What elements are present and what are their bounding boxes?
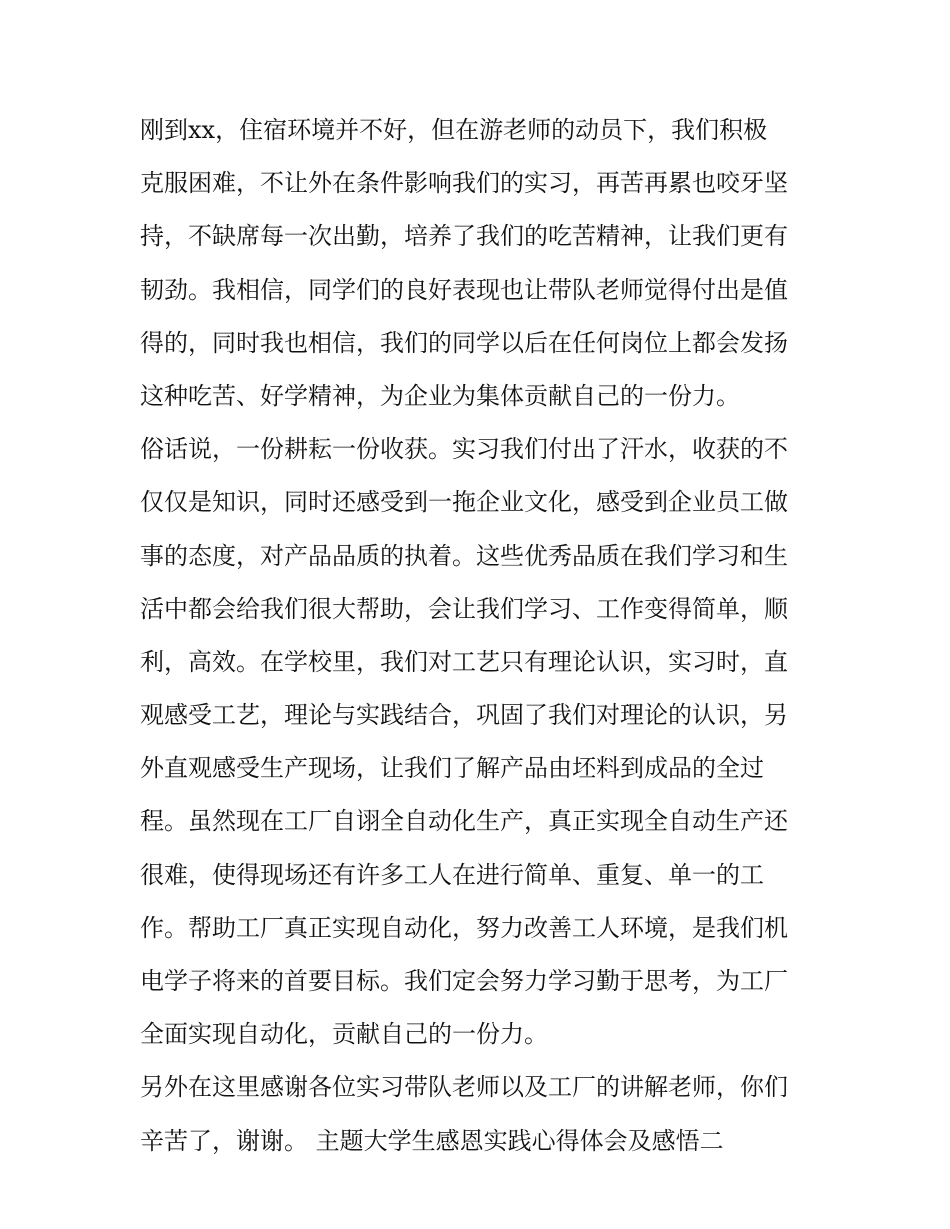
body-text: [140, 104, 830, 1168]
text-line: 克服困难，不让外在条件影响我们的实习，再苦再累也咬牙坚: [140, 169, 788, 198]
text-line: 得的，同时我也相信，我们的同学以后在任何岗位上都会发扬: [140, 328, 788, 357]
text-line: 利，高效。在学校里，我们对工艺只有理论认识，实习时，直: [140, 647, 788, 676]
text-line: 韧劲。我相信，同学们的良好表现也让带队老师觉得付出是值: [140, 275, 788, 304]
text-line: 很难，使得现场还有许多工人在进行简单、重复、单一的工: [140, 860, 764, 889]
text-line: 另外在这里感谢各位实习带队老师以及工厂的讲解老师，你们: [140, 1073, 788, 1102]
text-line: 作。帮助工厂真正实现自动化，努力改善工人环境，是我们机: [140, 913, 788, 942]
text-line: 活中都会给我们很大帮助，会让我们学习、工作变得简单，顺: [140, 594, 788, 623]
text-line: 电学子将来的首要目标。我们定会努力学习勤于思考，为工厂: [140, 967, 788, 995]
text-line: 刚到xx，住宿环境并不好，但在游老师的动员下，我们积极: [140, 116, 768, 144]
text-line: 仅仅是知识，同时还感受到一拖企业文化，感受到企业员工做: [140, 488, 788, 517]
text-line: 这种吃苦、好学精神，为企业为集体贡献自己的一份力。: [140, 381, 740, 410]
text-line: 辛苦了，谢谢。 主题大学生感恩实践心得体会及感悟二: [140, 1126, 724, 1155]
text-line: 外直观感受生产现场，让我们了解产品由坯料到成品的全过: [140, 754, 764, 783]
text-line: 全面实现自动化，贡献自己的一份力。: [140, 1020, 548, 1049]
text-line: 观感受工艺，理论与实践结合，巩固了我们对理论的认识，另: [140, 701, 788, 730]
text-line: 程。虽然现在工厂自诩全自动化生产，真正实现全自动生产还: [140, 807, 788, 836]
text-line: 事的态度，对产品品质的执着。这些优秀品质在我们学习和生: [140, 541, 788, 570]
text-line: 持，不缺席每一次出勤，培养了我们的吃苦精神，让我们更有: [140, 222, 788, 251]
text-line: 俗话说，一份耕耘一份收获。实习我们付出了汗水，收获的不: [140, 435, 788, 464]
